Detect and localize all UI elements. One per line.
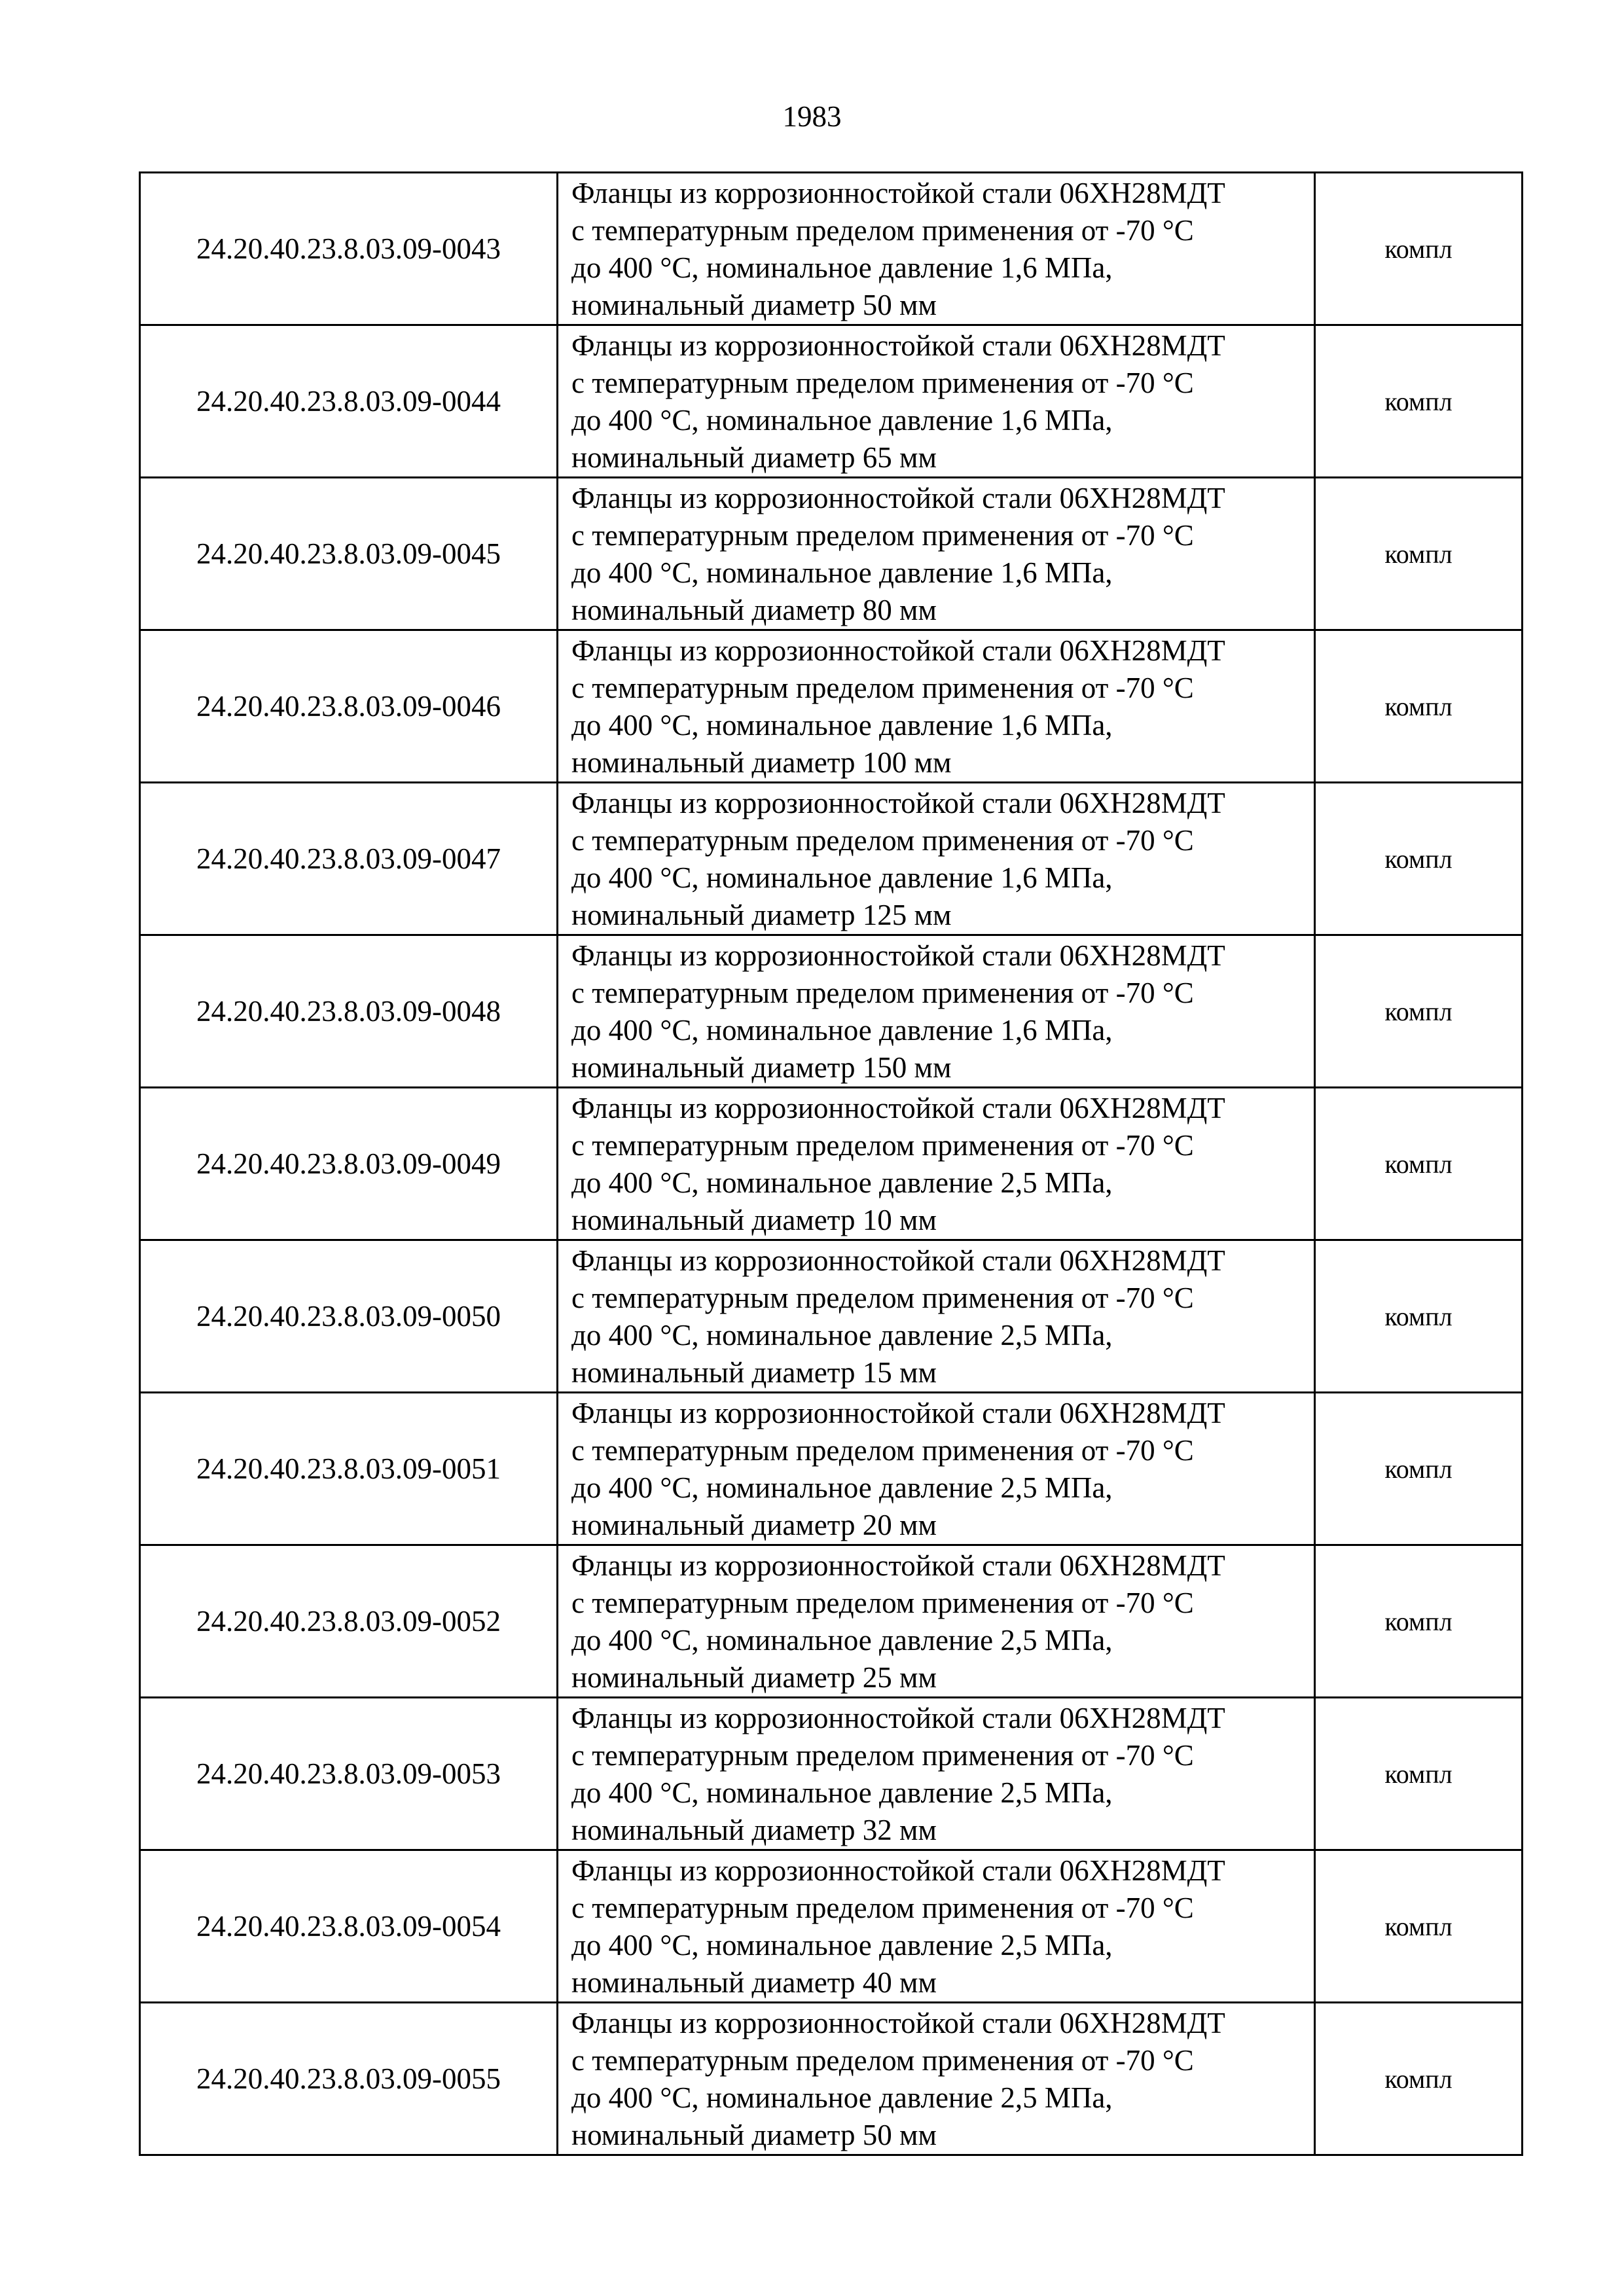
item-description	[558, 783, 1315, 935]
item-unit: компл	[1315, 1240, 1523, 1393]
item-description	[558, 2003, 1315, 2155]
item-code: 24.20.40.23.8.03.09-0049	[140, 1088, 558, 1240]
item-description-line: с температурным пределом применения от -70 °С	[571, 1587, 1194, 1619]
item-description	[558, 1698, 1315, 1850]
item-code: 24.20.40.23.8.03.09-0052	[140, 1545, 558, 1698]
item-description-line: Фланцы из коррозионностойкой стали 06ХН28МДТ	[571, 1854, 1225, 1887]
item-description-line: с температурным пределом применения от -70 °С	[571, 824, 1194, 857]
item-description-line: Фланцы из коррозионностойкой стали 06ХН28МДТ	[571, 329, 1225, 362]
item-unit: компл	[1315, 935, 1523, 1088]
item-description-line: с температурным пределом применения от -70 °С	[571, 1892, 1194, 1924]
item-code: 24.20.40.23.8.03.09-0047	[140, 783, 558, 935]
item-description-line: до 400 °С, номинальное давление 1,6 МПа,	[571, 404, 1113, 437]
item-description-line: до 400 °С, номинальное давление 2,5 МПа,	[571, 2081, 1113, 2114]
item-description-line: с температурным пределом применения от -70 °С	[571, 367, 1194, 399]
item-description-line: номинальный диаметр 80 мм	[571, 594, 937, 626]
item-unit: компл	[1315, 173, 1523, 325]
table-row	[140, 783, 1523, 935]
item-unit: компл	[1315, 630, 1523, 783]
item-description-line: Фланцы из коррозионностойкой стали 06ХН28МДТ	[571, 787, 1225, 819]
page-number: 1983	[782, 100, 842, 133]
item-description	[558, 325, 1315, 478]
table-row	[140, 173, 1523, 325]
item-description-line: номинальный диаметр 25 мм	[571, 1661, 937, 1694]
item-description-line: Фланцы из коррозионностойкой стали 06ХН28МДТ	[571, 1702, 1225, 1734]
item-description-line: с температурным пределом применения от -70 °С	[571, 2044, 1194, 2077]
item-description-line: Фланцы из коррозионностойкой стали 06ХН28МДТ	[571, 1397, 1225, 1429]
item-description-line: номинальный диаметр 65 мм	[571, 441, 937, 474]
item-description-line: Фланцы из коррозионностойкой стали 06ХН28МДТ	[571, 177, 1225, 209]
item-code: 24.20.40.23.8.03.09-0046	[140, 630, 558, 783]
item-description	[558, 630, 1315, 783]
table-row	[140, 1850, 1523, 2003]
table-row	[140, 630, 1523, 783]
item-description-line: номинальный диаметр 50 мм	[571, 2119, 937, 2151]
item-description-line: до 400 °С, номинальное давление 1,6 МПа,	[571, 1014, 1113, 1047]
item-unit: компл	[1315, 478, 1523, 630]
item-description-line: номинальный диаметр 150 мм	[571, 1051, 952, 1084]
item-unit: компл	[1315, 1545, 1523, 1698]
item-description-line: Фланцы из коррозионностойкой стали 06ХН28МДТ	[571, 1244, 1225, 1277]
item-description	[558, 1850, 1315, 2003]
item-description	[558, 1240, 1315, 1393]
item-description-line: номинальный диаметр 125 мм	[571, 899, 952, 931]
item-description-line: номинальный диаметр 50 мм	[571, 289, 937, 321]
item-description-line: Фланцы из коррозионностойкой стали 06ХН28МДТ	[571, 1092, 1225, 1124]
items-table	[139, 171, 1523, 2156]
item-description-line: до 400 °С, номинальное давление 1,6 МПа,	[571, 251, 1113, 284]
item-description-line: номинальный диаметр 100 мм	[571, 746, 952, 779]
item-description-line: с температурным пределом применения от -70 °С	[571, 1434, 1194, 1467]
item-code: 24.20.40.23.8.03.09-0048	[140, 935, 558, 1088]
item-description-line: номинальный диаметр 32 мм	[571, 1814, 937, 1846]
item-description-line: с температурным пределом применения от -70 °С	[571, 214, 1194, 247]
item-unit: компл	[1315, 1393, 1523, 1545]
item-description-line: номинальный диаметр 15 мм	[571, 1356, 937, 1389]
item-description	[558, 173, 1315, 325]
item-description	[558, 478, 1315, 630]
item-description-line: Фланцы из коррозионностойкой стали 06ХН28МДТ	[571, 939, 1225, 972]
item-code: 24.20.40.23.8.03.09-0044	[140, 325, 558, 478]
item-description-line: с температурным пределом применения от -70 °С	[571, 1129, 1194, 1162]
item-description-line: до 400 °С, номинальное давление 1,6 МПа,	[571, 861, 1113, 894]
table-row	[140, 1393, 1523, 1545]
table-row	[140, 1088, 1523, 1240]
item-unit: компл	[1315, 2003, 1523, 2155]
item-description-line: с температурным пределом применения от -70 °С	[571, 1739, 1194, 1772]
item-description-line: с температурным пределом применения от -70 °С	[571, 977, 1194, 1009]
item-unit: компл	[1315, 1088, 1523, 1240]
item-description	[558, 1088, 1315, 1240]
item-unit: компл	[1315, 1850, 1523, 2003]
item-code: 24.20.40.23.8.03.09-0055	[140, 2003, 558, 2155]
item-description	[558, 1545, 1315, 1698]
item-unit: компл	[1315, 325, 1523, 478]
table-row	[140, 2003, 1523, 2155]
item-description-line: до 400 °С, номинальное давление 2,5 МПа,	[571, 1166, 1113, 1199]
item-description-line: до 400 °С, номинальное давление 2,5 МПа,	[571, 1624, 1113, 1657]
item-description-line: номинальный диаметр 40 мм	[571, 1966, 937, 1999]
item-unit: компл	[1315, 783, 1523, 935]
item-description-line: до 400 °С, номинальное давление 1,6 МПа,	[571, 709, 1113, 742]
item-description-line: номинальный диаметр 20 мм	[571, 1509, 937, 1541]
table-row	[140, 935, 1523, 1088]
item-description	[558, 935, 1315, 1088]
table-row	[140, 1698, 1523, 1850]
item-unit: компл	[1315, 1698, 1523, 1850]
item-description-line: Фланцы из коррозионностойкой стали 06ХН28МДТ	[571, 482, 1225, 514]
item-code: 24.20.40.23.8.03.09-0043	[140, 173, 558, 325]
item-description-line: с температурным пределом применения от -70 °С	[571, 519, 1194, 552]
table-row	[140, 1240, 1523, 1393]
item-code: 24.20.40.23.8.03.09-0051	[140, 1393, 558, 1545]
items-table-body	[140, 173, 1523, 2155]
item-code: 24.20.40.23.8.03.09-0054	[140, 1850, 558, 2003]
item-description-line: с температурным пределом применения от -70 °С	[571, 1282, 1194, 1314]
item-description-line: до 400 °С, номинальное давление 2,5 МПа,	[571, 1319, 1113, 1352]
item-code: 24.20.40.23.8.03.09-0045	[140, 478, 558, 630]
item-description-line: до 400 °С, номинальное давление 1,6 МПа,	[571, 556, 1113, 589]
item-code: 24.20.40.23.8.03.09-0053	[140, 1698, 558, 1850]
table-row	[140, 478, 1523, 630]
item-description-line: до 400 °С, номинальное давление 2,5 МПа,	[571, 1776, 1113, 1809]
item-description-line: Фланцы из коррозионностойкой стали 06ХН28МДТ	[571, 2007, 1225, 2039]
item-description-line: Фланцы из коррозионностойкой стали 06ХН28МДТ	[571, 1549, 1225, 1582]
table-row	[140, 1545, 1523, 1698]
item-description-line: Фланцы из коррозионностойкой стали 06ХН28МДТ	[571, 634, 1225, 667]
item-description-line: номинальный диаметр 10 мм	[571, 1204, 937, 1236]
item-code: 24.20.40.23.8.03.09-0050	[140, 1240, 558, 1393]
item-description-line: с температурным пределом применения от -70 °С	[571, 672, 1194, 704]
item-description	[558, 1393, 1315, 1545]
item-description-line: до 400 °С, номинальное давление 2,5 МПа,	[571, 1471, 1113, 1504]
item-description-line: до 400 °С, номинальное давление 2,5 МПа,	[571, 1929, 1113, 1962]
table-row	[140, 325, 1523, 478]
